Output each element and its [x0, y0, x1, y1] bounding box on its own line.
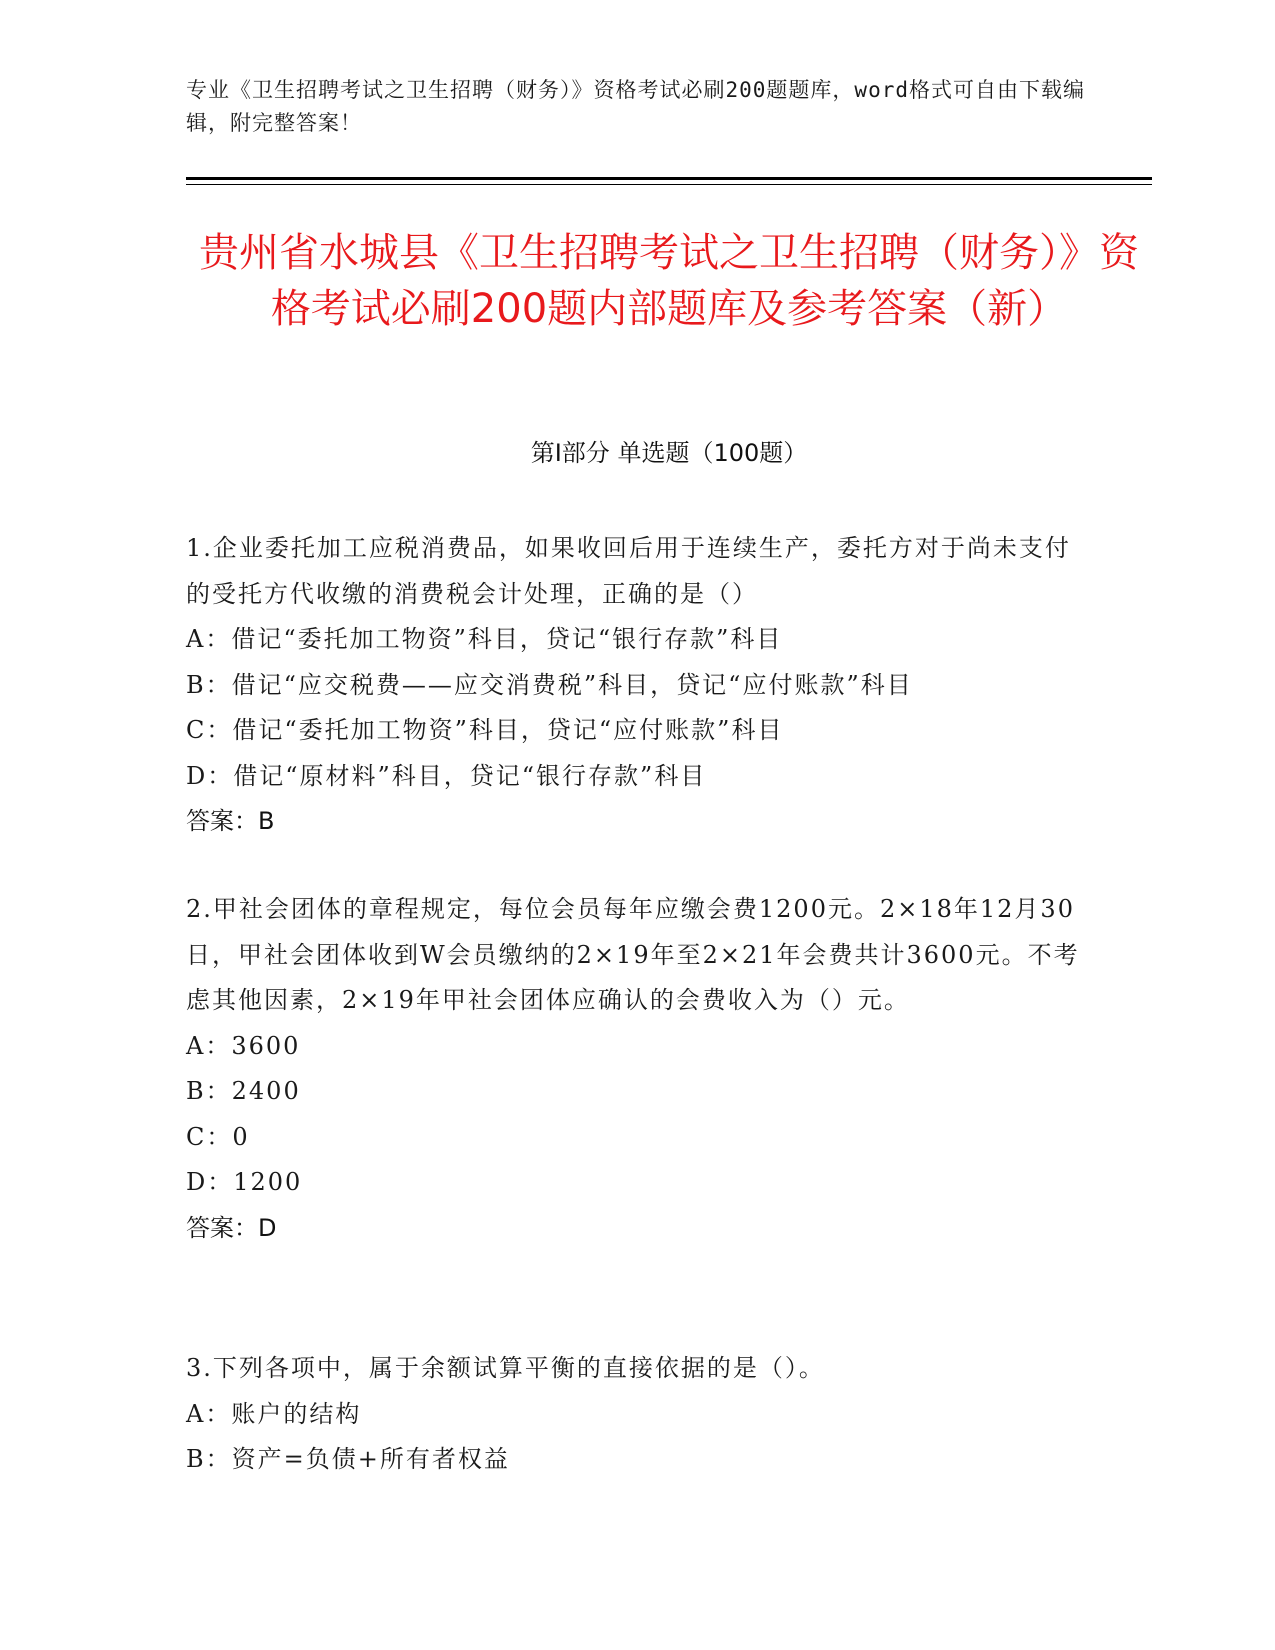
option-d: D：1200 [186, 1168, 303, 1196]
option-c: C：0 [186, 1122, 250, 1151]
document-title: 贵州省水城县《卫生招聘考试之卫生招聘（财务）》资格考试必刷200题内部题库及参考答案（新） [199, 230, 1139, 332]
option-c: C：借记“委托加工物资”科目，贷记“应付账款”科目 [186, 716, 784, 744]
question-stem: 1.企业委托加工应税消费品，如果收回后用于连续生产，委托方对于尚未支付的受托方代收缴的消费税会计处理，正确的是（） [186, 534, 1071, 608]
option-a: A：账户的结构 [186, 1399, 362, 1428]
header-rule-thick [186, 177, 1152, 180]
question-stem: 3.下列各项中，属于余额试算平衡的直接依据的是（）。 [186, 1354, 825, 1382]
answer: 答案：B [186, 807, 275, 835]
option-a: A：借记“委托加工物资”科目，贷记“银行存款”科目 [186, 625, 783, 653]
header-rule-thin [186, 184, 1152, 185]
option-b: B：2400 [186, 1077, 301, 1105]
option-d: D：借记“原材料”科目，贷记“银行存款”科目 [186, 761, 707, 790]
section-title: 第Ⅰ部分 单选题（100题） [530, 439, 808, 467]
answer: 答案：D [186, 1213, 277, 1242]
option-b: B：资产=负债+所有者权益 [186, 1445, 510, 1473]
question-stem: 2.甲社会团体的章程规定，每位会员每年应缴会费1200元。2×18年12月30日，甲社会团体收到W会员缴纳的2×19年至2×21年会费共计3600元。不考虑其他因素，2×19年甲社会团体应确认的会费收入为（）元。 [186, 895, 1080, 1014]
question-1 [186, 526, 1086, 845]
question-3 [186, 1346, 1086, 1483]
option-a: A：3600 [186, 1031, 301, 1060]
question-2 [186, 887, 1086, 1251]
header-note: 专业《卫生招聘考试之卫生招聘（财务）》资格考试必刷200题题库，word格式可自由下载编辑，附完整答案！ [186, 78, 1085, 135]
option-b: B：借记“应交税费——应交消费税”科目，贷记“应付账款”科目 [186, 670, 913, 699]
